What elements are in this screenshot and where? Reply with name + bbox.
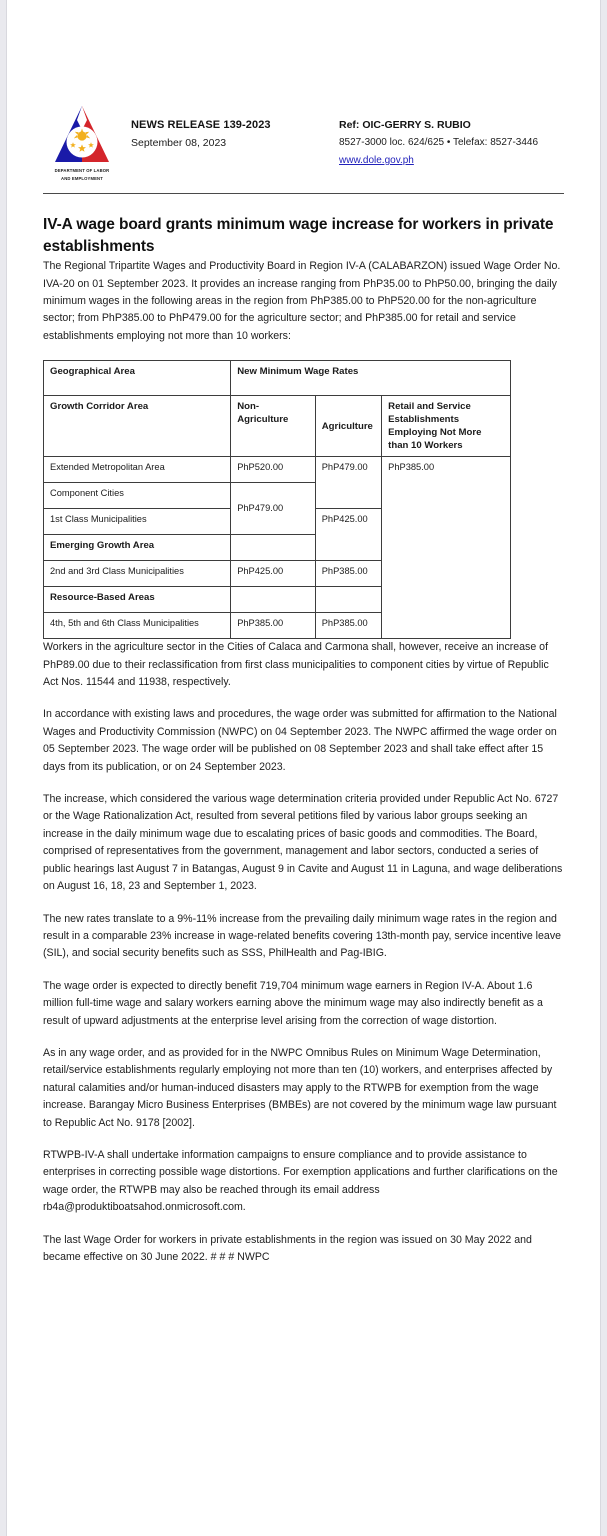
paragraph-2: Workers in the agriculture sector in the Cities of Calaca and Carmona shall, however, receive an increase of PhP89.00 due to their reclassification from first class municipalities to component cities by virtue of Republic Act Nos. 11544 and 11938, respectively. <box>43 641 549 689</box>
wage-rates-table <box>43 360 511 639</box>
document-page <box>6 0 601 1536</box>
header-divider <box>43 193 564 194</box>
logo-caption-line2: AND EMPLOYMENT <box>61 175 103 181</box>
paragraph-3: In accordance with existing laws and procedures, the wage order was submitted for affirmation to the National Wages and Productivity Commission (NWPC) on 04 September 2023. The NWPC affirmed the wage order on 05 September 2023. The wage order will be published on 08 September 2023 and shall take effect after 15 days from its publication, or on 24 September 2023. <box>43 708 557 773</box>
masthead-right-column <box>339 118 564 168</box>
th-non-agriculture: Non-Agriculture <box>231 396 316 457</box>
masthead <box>43 0 564 181</box>
value-ag-479: PhP479.00 <box>315 457 381 509</box>
th-growth-corridor-area: Growth Corridor Area <box>44 396 231 457</box>
row-label-fourth-fifth-sixth-class-municipalities: 4th, 5th and 6th Class Municipalities <box>44 613 231 639</box>
row-label-resource-based-areas: Resource-Based Areas <box>44 587 231 613</box>
row-label-second-third-class-municipalities: 2nd and 3rd Class Municipalities <box>44 561 231 587</box>
row-label-first-class-municipalities: 1st Class Municipalities <box>44 509 231 535</box>
dole-logo <box>43 104 121 181</box>
value-nonag-extended-metropolitan: PhP520.00 <box>231 457 316 483</box>
paragraph-4: The increase, which considered the various wage determination criteria provided under Republic Act No. 6727 or the Wage Rationalization Act, resulted from several petitions filed by various labor groups seeking an increase in the daily minimum wage due to escalating prices of basic goods and commodities. The Board, comprised of representatives from the government, management and labor sectors, conducted a series of public hearings last August 7 in Batangas, August 9 in Cavite and August 11 in Laguna, and wage deliberations on August 16, 18, 23 and September 1, 2023. <box>43 793 563 893</box>
news-release-title: NEWS RELEASE 139-2023 <box>131 119 271 131</box>
paragraph-lead: The Regional Tripartite Wages and Productivity Board in Region IV-A (CALABARZON) issued Wage Order No. IVA-20 on 01 September 2023. It provides an increase ranging from PhP35.00 to PhP50.00, bringing the daily minimum wages in the following areas in the region from PhP385.00 to PhP520.00 for the non-agriculture sector; from PhP385.00 to PhP479.00 for the agriculture sector; and PhP385.00 for retail and service establishments employing not more than 10 workers: <box>43 260 561 342</box>
value-nonag-425: PhP425.00 <box>231 561 316 587</box>
table-row-header-top <box>44 361 511 396</box>
value-nonag-479: PhP479.00 <box>231 483 316 535</box>
value-ag-425: PhP425.00 <box>315 509 381 561</box>
value-ag-385-second-third: PhP385.00 <box>315 561 381 587</box>
th-retail-and-service: Retail and Service Establishments Employing Not More than 10 Workers <box>382 396 511 457</box>
reference-contact-name: Ref: OIC-GERRY S. RUBIO <box>339 119 471 131</box>
value-nonag-resource-blank <box>231 587 316 613</box>
page-title: IV-A wage board grants minimum wage increase for workers in private establishments <box>43 216 554 256</box>
wage-rates-table-container <box>43 360 511 639</box>
paragraph-8: RTWPB-IV-A shall undertake information campaigns to ensure compliance and to provide assistance to enterprises in correcting possible wage distortions. For exemption applications and further clarifications on the wage order, the RTWPB may also be reached through its email address rb4a@produktiboatsahod.onmicrosoft.com. <box>43 1148 558 1214</box>
row-label-emerging-growth-area: Emerging Growth Area <box>44 535 231 561</box>
th-geographical-area: Geographical Area <box>44 361 231 396</box>
row-label-extended-metropolitan-area: Extended Metropolitan Area <box>44 457 231 483</box>
paragraph-6: The wage order is expected to directly benefit 719,704 minimum wage earners in Region IV-A. About 1.6 million full-time wage and salary workers earning above the minimum wage may also indirectly benefit as a result of upward adjustments at the enterprise level arising from the correction of wage distortion. <box>43 979 543 1027</box>
value-ag-resource-blank <box>315 587 381 613</box>
row-label-component-cities: Component Cities <box>44 483 231 509</box>
masthead-left-column <box>131 118 339 168</box>
logo-caption-line1: DEPARTMENT OF LABOR <box>54 168 110 173</box>
dole-logo-icon <box>49 104 115 166</box>
value-nonag-emerging-blank <box>231 535 316 561</box>
th-agriculture: Agriculture <box>315 396 381 457</box>
website-link[interactable]: www.dole.gov.ph <box>339 155 414 166</box>
th-new-minimum-wage-rates: New Minimum Wage Rates <box>231 361 511 396</box>
value-retail-385: PhP385.00 <box>382 457 511 639</box>
table-row-header-sub <box>44 396 511 457</box>
paragraph-5: The new rates translate to a 9%-11% increase from the prevailing daily minimum wage rates in the region and result in a comparable 23% increase in wage-related benefits covering 13th-month pay, service incentive leave (SIL), and social security benefits such as SSS, PhilHealth and Pag-IBIG. <box>43 912 562 960</box>
masthead-text <box>121 104 564 168</box>
paragraph-9: The last Wage Order for workers in private establishments in the region was issued on 30 May 2022 and became effective on 30 June 2022. # # # NWPC <box>43 1233 532 1263</box>
contact-phone-line: 8527-3000 loc. 624/625 • Telefax: 8527-3446 <box>339 137 539 148</box>
paragraph-7: As in any wage order, and as provided for in the NWPC Omnibus Rules on Minimum Wage Determination, retail/service establishments regularly employing not more than ten (10) workers, and enterprises affected by natural calamities and/or human-induced disasters may apply to the RTWPB for exemption from the wage increase. Barangay Micro Business Enterprises (BMBEs) are not covered by the minimum wage law pursuant to Republic Act No. 9178 [2002]. <box>43 1046 557 1129</box>
news-release-date: September 08, 2023 <box>131 137 227 149</box>
value-ag-385-fourth-sixth: PhP385.00 <box>315 613 381 639</box>
value-nonag-385: PhP385.00 <box>231 613 316 639</box>
table-row <box>44 457 511 483</box>
